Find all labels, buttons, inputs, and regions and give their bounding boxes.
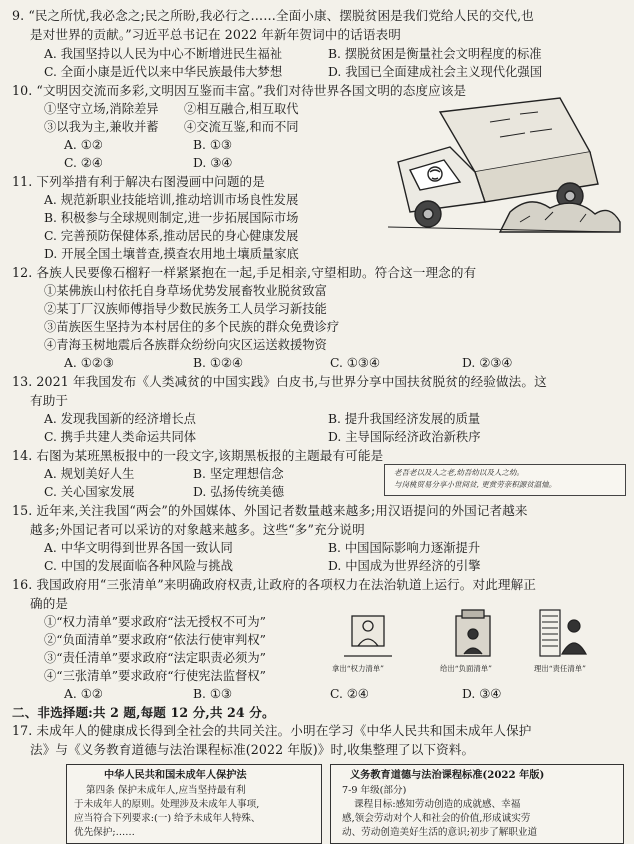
answer-option: B. 提升我国经济发展的质量	[328, 412, 481, 426]
statement-item: ④交流互鉴,和而不同	[184, 120, 299, 134]
answer-option: C. 中国的发展面临各种风险与挑战	[44, 559, 233, 573]
answer-option: D. 中国成为世界经济的引擎	[328, 559, 481, 573]
law-excerpt-title: 中华人民共和国未成年人保护法	[104, 769, 247, 781]
answer-option: D. ③④	[462, 687, 502, 701]
law-excerpt-line: 于未成年人的原则。处理涉及未成年人事项,	[74, 799, 260, 810]
statement-item: ③“责任清单”要求政府“法定职责必须为”	[44, 651, 266, 665]
question-stem: 9. “民之所忧,我必念之;民之所盼,我必行之……全面小康、摆脱贫困是我们党给人民的交代,也	[12, 8, 534, 23]
answer-option: D. 我国已全面建成社会主义现代化强国	[328, 65, 542, 79]
statement-item: ②“负面清单”要求政府“依法行使审判权”	[44, 633, 266, 647]
figure-caption: 给出“负面清单”	[440, 664, 492, 673]
figure-caption: 理出“责任清单”	[534, 664, 586, 673]
answer-option: A. 中华文明得到世界各国一致认同	[44, 541, 233, 555]
answer-option: B. ①②④	[193, 356, 243, 370]
blackboard-note-text: 老吾老以及人之老,幼吾幼以及人之幼。	[394, 468, 524, 477]
answer-option: C. ②④	[64, 156, 103, 170]
answer-option: D. ③④	[193, 156, 233, 170]
statement-item: ④“三张清单”要求政府“行使宪法监督权”	[44, 669, 266, 683]
question-stem: 是对世界的贡献。”习近平总书记在 2022 年新年贺词中的话语表明	[30, 27, 401, 42]
question-stem: 12. 各族人民要像石榴籽一样紧紧抱在一起,手足相亲,守望相助。符合这一理念的有	[12, 265, 477, 280]
curriculum-standard-title: 义务教育道德与法治课程标准(2022 年版)	[350, 769, 545, 781]
question-stem: 10. “文明因交流而多彩,文明因互鉴而丰富。”我们对待世界各国文明的态度应该是	[12, 83, 467, 98]
answer-option: D. 开展全国土壤普查,摸查农用地土壤质量家底	[44, 247, 299, 261]
answer-option: C. 携手共建人类命运共同体	[44, 430, 197, 444]
answer-option: A. 我国坚持以人民为中心不断增进民生福祉	[44, 47, 283, 61]
question-stem: 有助于	[30, 393, 69, 408]
answer-option: A. ①②	[64, 687, 103, 701]
statement-item: ②相互融合,相互取代	[184, 102, 299, 116]
section-heading: 二、非选择题:共 2 题,每题 12 分,共 24 分。	[12, 705, 275, 720]
figure-caption: 拿出“权力清单”	[332, 664, 384, 673]
answer-option: B. ①③	[193, 138, 232, 152]
negative-list-figure-icon	[448, 606, 498, 662]
law-excerpt-line: 应当符合下列要求:(一) 给予未成年人特殊、	[74, 813, 261, 824]
law-excerpt-line: 第四条 保护未成年人,应当坚持最有利	[86, 785, 246, 796]
truck-cartoon-illustration	[380, 92, 622, 237]
answer-option: A. 规范新职业技能培训,推动培训市场良性发展	[44, 193, 299, 207]
answer-option: C. 关心国家发展	[44, 485, 135, 499]
statement-item: ①坚守立场,消除差异	[44, 102, 159, 116]
curriculum-standard-line: 课程目标:感知劳动创造的成就感、幸福	[354, 799, 521, 810]
answer-option: B. ①③	[193, 687, 232, 701]
answer-option: B. 坚定理想信念	[193, 467, 284, 481]
power-list-figure-icon	[338, 612, 398, 662]
curriculum-standard-line: 感,领会劳动对个人和社会的价值,形成诚实劳	[342, 813, 531, 824]
question-stem: 11. 下列举措有利于解决右图漫画中问题的是	[12, 174, 265, 189]
answer-option: C. 完善预防保健体系,推动居民的身心健康发展	[44, 229, 299, 243]
answer-option: B. 积极参与全球规则制定,进一步拓展国际市场	[44, 211, 299, 225]
answer-option: B. 中国国际影响力逐渐提升	[328, 541, 481, 555]
answer-option: C. ①③④	[330, 356, 380, 370]
answer-option: A. 规划美好人生	[44, 467, 135, 481]
answer-option: C. 全面小康是近代以来中华民族最伟大梦想	[44, 65, 283, 79]
answer-option: C. ②④	[330, 687, 369, 701]
curriculum-standard-line: 动、劳动创造美好生活的意识;初步了解职业道	[342, 827, 538, 838]
statement-item: ③以我为主,兼收并蓄	[44, 120, 159, 134]
answer-option: D. 弘扬传统美德	[193, 485, 285, 499]
curriculum-standard-subtitle: 7-9 年级(部分)	[342, 785, 407, 796]
question-stem: 15. 近年来,关注我国“两会”的外国媒体、外国记者数量越来越多;用汉语提问的外国记者越来	[12, 503, 528, 518]
answer-option: A. ①②③	[64, 356, 114, 370]
answer-option: D. ②③④	[462, 356, 513, 370]
answer-option: D. 主导国际经济政治新秩序	[328, 430, 481, 444]
question-stem: 越多;外国记者可以采访的对象越来越多。这些“多”充分说明	[30, 522, 365, 537]
answer-option: A. ①②	[64, 138, 103, 152]
question-stem: 法》与《义务教育道德与法治课程标准(2022 年版)》时,收集整理了以下资料。	[30, 742, 475, 757]
statement-item: ②某丁厂汉族师傅指导少数民族务工人员学习新技能	[44, 302, 327, 316]
question-stem: 17. 未成年人的健康成长得到全社会的共同关注。小明在学习《中华人民共和国未成年人保护	[12, 723, 532, 738]
statement-item: ①“权力清单”要求政府“法无授权不可为”	[44, 615, 266, 629]
statement-item: ①某佛族山村依托自身草场优势发展畜牧业脱贫致富	[44, 284, 327, 298]
question-stem: 16. 我国政府用“三张清单”来明确政府权责,让政府的各项权力在法治轨道上运行。对此理解正	[12, 577, 536, 592]
blackboard-note-text: 与岗桃贸易分享小世间贫, 更赏劳亲积源贫温恤。	[394, 480, 557, 489]
law-excerpt-line: 优先保护;……	[74, 827, 135, 838]
answer-option: B. 摆脱贫困是衡量社会文明程度的标准	[328, 47, 542, 61]
question-stem: 确的是	[30, 596, 69, 611]
question-stem: 14. 右图为某班黑板报中的一段文字,该期黑板报的主题最有可能是	[12, 448, 384, 463]
question-stem: 13. 2021 年我国发布《人类减贫的中国实践》白皮书,与世界分享中国扶贫脱贫的经验做法。这	[12, 374, 547, 389]
answer-option: A. 发现我国新的经济增长点	[44, 412, 196, 426]
statement-item: ③苗族医生坚持为本村居住的多个民族的群众免费诊疗	[44, 320, 340, 334]
responsibility-list-figure-icon	[534, 606, 594, 662]
statement-item: ④青海玉树地震后各族群众纷纷向灾区运送救援物资	[44, 338, 327, 352]
